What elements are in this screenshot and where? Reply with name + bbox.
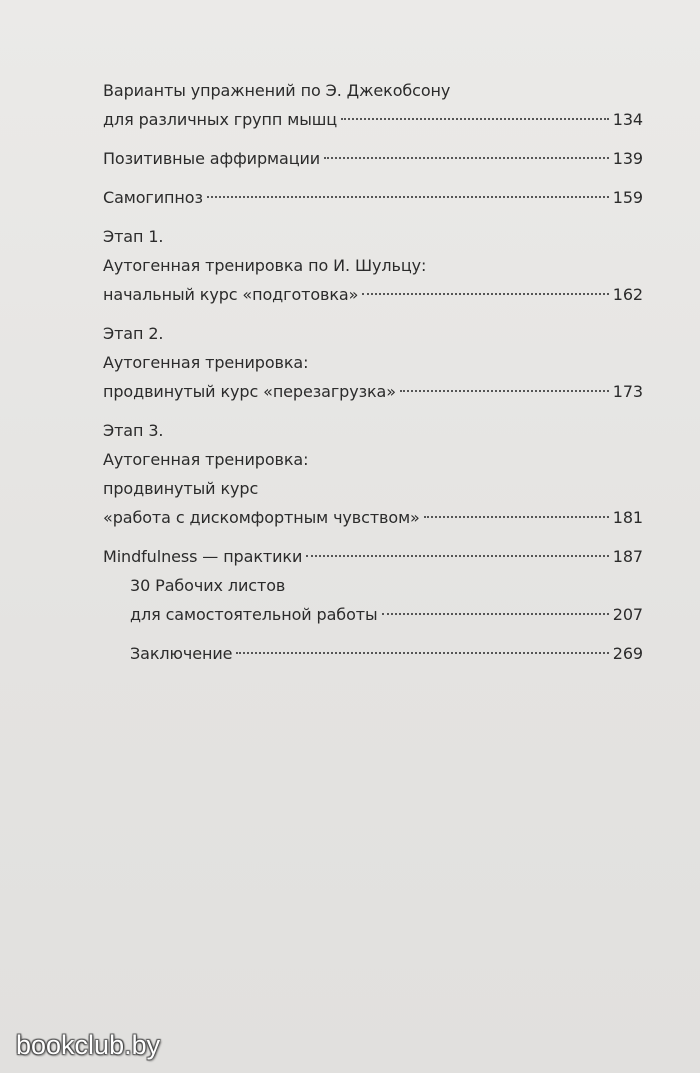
toc-entry <box>103 144 643 173</box>
toc-entry <box>103 222 643 309</box>
toc-entry-last-line <box>103 183 643 212</box>
toc-entry-title-line: продвинутый курс «перезагрузка» <box>103 382 396 401</box>
table-of-contents-appendix <box>130 571 643 678</box>
dot-leader <box>324 157 609 159</box>
toc-entry-title-line: Mindfulness — практики <box>103 547 303 566</box>
page-number: 269 <box>612 644 643 663</box>
toc-entry-title-line: Этап 2. <box>103 324 164 343</box>
dot-leader <box>236 652 608 654</box>
page-number: 162 <box>612 285 643 304</box>
page-number: 134 <box>612 110 643 129</box>
page-number: 159 <box>612 188 643 207</box>
toc-entry-title-line: для самостоятельной работы <box>130 605 378 624</box>
toc-entry-last-line <box>103 144 643 173</box>
dot-leader <box>362 293 608 295</box>
toc-entry-title-line: Этап 1. <box>103 227 164 246</box>
toc-entry-title-line: Аутогенная тренировка по И. Шульцу: <box>103 256 427 275</box>
toc-entry <box>103 542 643 571</box>
toc-entry-last-line <box>103 280 643 309</box>
dot-leader <box>341 118 609 120</box>
toc-entry-title-line: «работа с дискомфортным чувством» <box>103 508 420 527</box>
toc-entry-last-line <box>130 639 643 668</box>
toc-entry-last-line <box>103 542 643 571</box>
table-of-contents <box>103 76 643 581</box>
dot-leader <box>400 390 609 392</box>
toc-entry <box>130 571 643 629</box>
toc-entry-last-line <box>103 105 643 134</box>
toc-entry-title-line: продвинутый курс <box>103 479 259 498</box>
toc-entry-title-line: для различных групп мышц <box>103 110 338 129</box>
toc-entry-title-line: Аутогенная тренировка: <box>103 353 309 372</box>
toc-entry-title-line: Аутогенная тренировка: <box>103 450 309 469</box>
toc-entry <box>103 183 643 212</box>
page-number: 207 <box>612 605 643 624</box>
toc-entry-title-line: Самогипноз <box>103 188 203 207</box>
page-number: 181 <box>612 508 643 527</box>
toc-entry <box>103 76 643 134</box>
page-number: 187 <box>612 547 643 566</box>
toc-entry-title-line: Варианты упражнений по Э. Джекобсону <box>103 81 451 100</box>
page-number: 139 <box>612 149 643 168</box>
toc-entry-title-line: 30 Рабочих листов <box>130 576 286 595</box>
page-number: 173 <box>612 382 643 401</box>
toc-entry-last-line <box>130 600 643 629</box>
toc-entry-title-line: Позитивные аффирмации <box>103 149 321 168</box>
site-watermark: bookclub.by <box>16 1030 161 1060</box>
toc-entry <box>103 319 643 406</box>
dot-leader <box>207 196 609 198</box>
toc-entry-title-line: Заключение <box>130 644 233 663</box>
toc-entry <box>130 639 643 668</box>
toc-entry-title-line: Этап 3. <box>103 421 164 440</box>
dot-leader <box>382 613 609 615</box>
toc-entry-last-line <box>103 503 643 532</box>
toc-entry-last-line <box>103 377 643 406</box>
toc-entry <box>103 416 643 532</box>
dot-leader <box>306 555 608 557</box>
dot-leader <box>424 516 609 518</box>
toc-entry-title-line: начальный курс «подготовка» <box>103 285 359 304</box>
